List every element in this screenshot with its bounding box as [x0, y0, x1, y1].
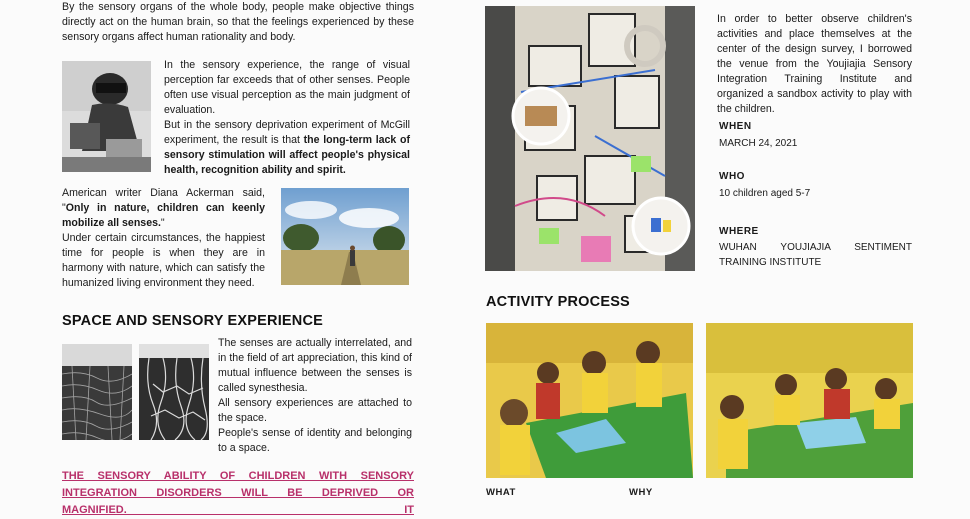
activity-photo-what	[486, 323, 693, 478]
space-sensory-text: The senses are actually interrelated, and in the field of art appreciation, this kind of mutual influence between the senses is called synesthesia. All sensory experiences are attached to the space. People's sense of identity and belonging to a space.	[218, 337, 412, 454]
sensory-deprivation-photo	[62, 61, 151, 172]
when-value: MARCH 24, 2021	[719, 138, 798, 149]
texture-photo-right	[139, 344, 209, 440]
right-intro-paragraph: In order to better observe children's activities and place themselves at the center of the design survey, I borrowed the venue from the Youjiajia Sensory Integration Training Institute and organized a sandbox activity to play with the children.	[717, 13, 912, 115]
who-value: 10 children aged 5-7	[719, 188, 811, 199]
when-label: WHEN	[719, 121, 752, 132]
sensory-integration-callout: THE SENSORY ABILITY OF CHILDREN WITH SENSORY INTEGRATION DISORDERS WILL BE DEPRIVED OR MAGNIFIED. IT	[62, 470, 414, 516]
activity-photo-why	[706, 323, 913, 478]
nature-photo	[281, 188, 409, 285]
activity-process-heading: ACTIVITY PROCESS	[486, 294, 630, 310]
texture-photo-left	[62, 344, 132, 440]
sandbox-activity-photo	[485, 6, 695, 271]
ackerman-quote-text: American writer Diana Ackerman said, "Only in nature, children can keenly mobilize all senses." Under certain circumstances, the happiest time for people is when they are in harmony with nature, which can satisfy the humanized living environment they need.	[62, 187, 265, 289]
where-value: WUHAN YOUJIAJIA SENTIMENT TRAINING INSTITUTE	[719, 242, 912, 268]
why-label: WHY	[629, 487, 653, 498]
where-label: WHERE	[719, 226, 759, 237]
intro-paragraph: By the sensory organs of the whole body, people make objective things directly act on the human brain, so that the feelings experienced by these sensory organs affect human rationality and body.	[62, 1, 414, 43]
who-label: WHO	[719, 171, 745, 182]
space-sensory-heading: SPACE AND SENSORY EXPERIENCE	[62, 313, 324, 329]
what-label: WHAT	[486, 487, 516, 498]
visual-perception-text: In the sensory experience, the range of visual perception far exceeds that of other senses. People often use visual perception as the main judgment of evaluation. But in the sensory deprivation experiment of McGill experiment, the result is that the long-term lack of sensory stimulation will affect people's physical health, recognition ability and spirit.	[164, 59, 410, 176]
